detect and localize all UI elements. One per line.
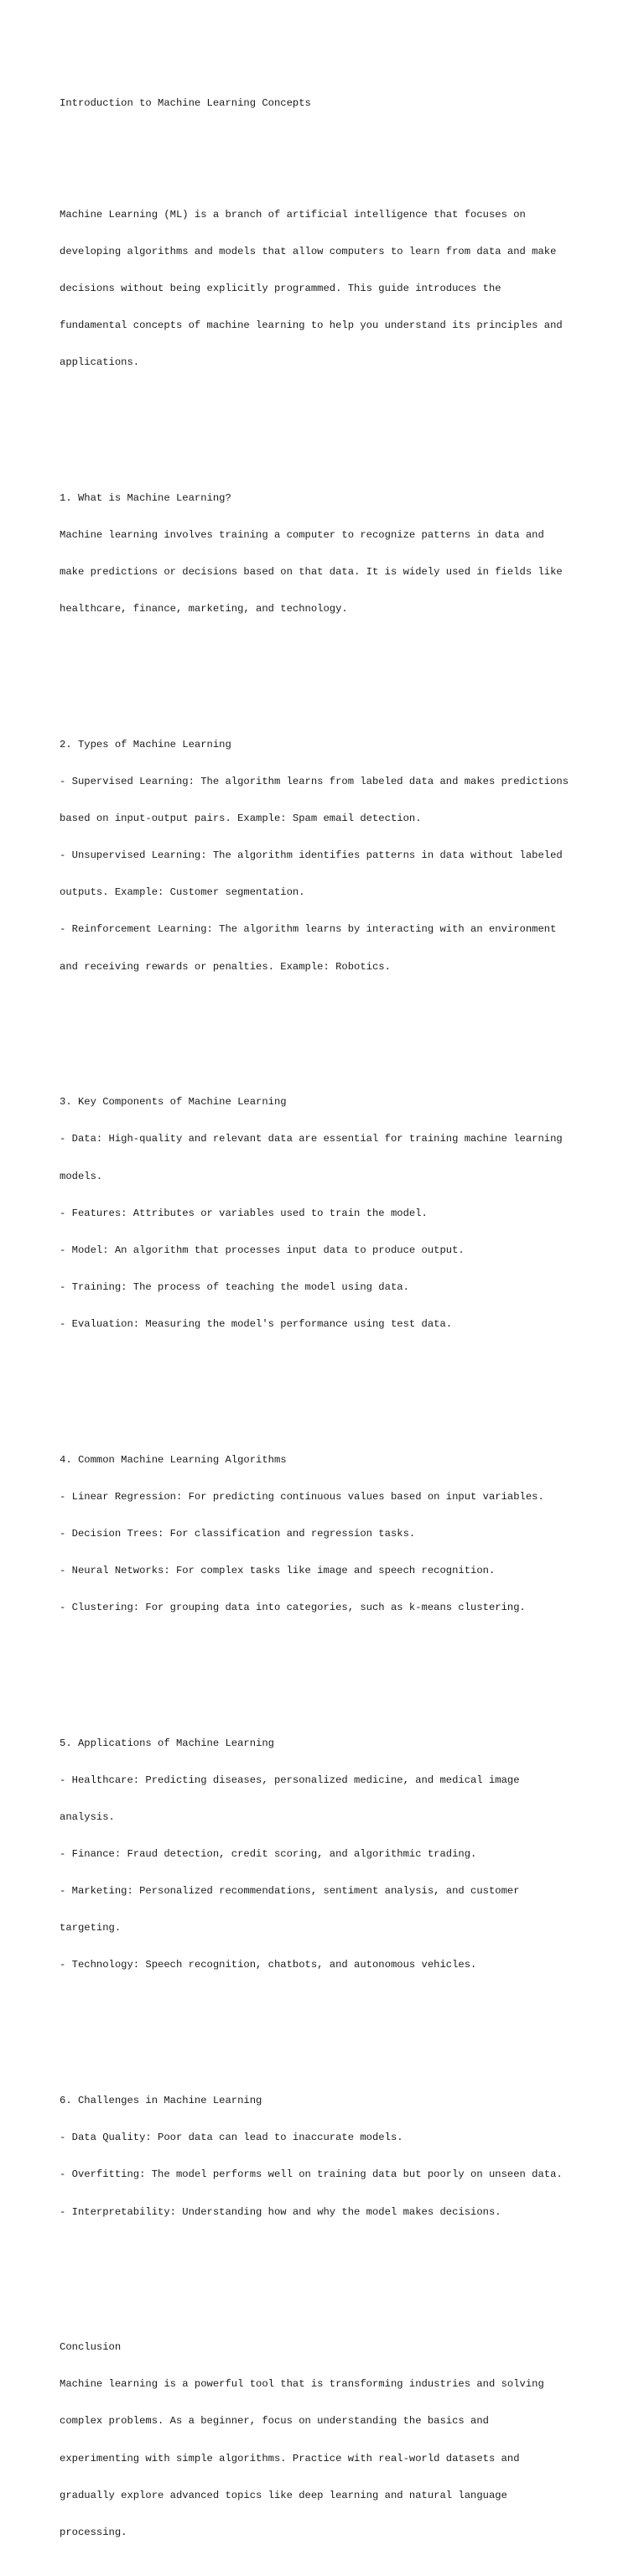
text-line: Machine learning involves training a computer to recognize patterns in data and [60, 528, 544, 541]
text-line: decisions without being explicitly programmed. This guide introduces the [60, 282, 501, 294]
section-heading: Conclusion [60, 2341, 122, 2354]
text-line: - Neural Networks: For complex tasks like image and speech recognition. [60, 1565, 496, 1576]
section-heading: 5. Applications of Machine Learning [60, 1737, 274, 1749]
section-what-is-ml [60, 467, 613, 640]
text-line: models. [60, 1170, 103, 1182]
text-line: - Marketing: Personalized recommendations, sentiment analysis, and customer [60, 1885, 520, 1898]
blank-line [60, 665, 613, 678]
section-applications [60, 1712, 613, 1996]
section-key-components [60, 1072, 613, 1355]
text-line: healthcare, finance, marketing, and technology. [60, 603, 348, 615]
intro-paragraph [60, 184, 613, 393]
section-challenges [60, 2070, 613, 2243]
text-line: experimenting with simple algorithms. Practice with real-world datasets and [60, 2452, 520, 2464]
section-heading: 4. Common Machine Learning Algorithms [60, 1453, 287, 1466]
section-algorithms [60, 1429, 613, 1639]
text-line: applications. [60, 356, 140, 369]
text-line: and receiving rewards or penalties. Example: Robotics. [60, 960, 391, 973]
text-line: developing algorithms and models that allow computers to learn from data and make [60, 245, 557, 257]
section-heading: 1. What is Machine Learning? [60, 491, 231, 504]
blank-line [60, 135, 613, 148]
text-line: - Model: An algorithm that processes input data to produce output. [60, 1244, 465, 1256]
text-line: - Technology: Speech recognition, chatbots, and autonomous vehicles. [60, 1959, 477, 1971]
text-line: - Healthcare: Predicting diseases, personalized medicine, and medical image [60, 1774, 520, 1786]
blank-line [60, 2267, 613, 2280]
text-line: - Linear Regression: For predicting continuous values based on input variables. [60, 1490, 544, 1503]
text-line: - Data: High-quality and relevant data are essential for training machine learning [60, 1133, 563, 1145]
blank-line [60, 1022, 613, 1035]
text-line: - Decision Trees: For classification and regression tasks. [60, 1527, 416, 1540]
text-line: - Unsupervised Learning: The algorithm identifies patterns in data without labeled [60, 849, 563, 862]
section-heading: 3. Key Components of Machine Learning [60, 1096, 287, 1109]
text-line: - Data Quality: Poor data can lead to inaccurate models. [60, 2132, 403, 2144]
section-heading: 6. Challenges in Machine Learning [60, 2095, 262, 2107]
blank-line [60, 2021, 613, 2033]
blank-line [60, 1664, 613, 1676]
text-line: Machine Learning (ML) is a branch of artificial intelligence that focuses on [60, 208, 526, 221]
text-line: fundamental concepts of machine learning to help you understand its principles and [60, 319, 563, 332]
document-body [60, 73, 613, 2576]
blank-line [60, 1379, 613, 1392]
text-line: outputs. Example: Customer segmentation. [60, 886, 305, 899]
text-line: complex problems. As a beginner, focus on understanding the basics and [60, 2415, 489, 2428]
text-line: - Clustering: For grouping data into categories, such as k-means clustering. [60, 1602, 526, 1614]
text-line: - Features: Attributes or variables used to train the model. [60, 1207, 428, 1219]
text-line: - Interpretability: Understanding how and why the model makes decisions. [60, 2205, 501, 2218]
text-line: - Evaluation: Measuring the model's performance using test data. [60, 1317, 453, 1330]
document-title: Introduction to Machine Learning Concepts [60, 97, 311, 110]
section-types [60, 714, 613, 998]
text-line: - Finance: Fraud detection, credit scoring, and algorithmic trading. [60, 1848, 477, 1861]
section-conclusion [60, 2317, 613, 2563]
text-line: Machine learning is a powerful tool that is transforming industries and solving [60, 2378, 544, 2391]
text-line: make predictions or decisions based on that data. It is widely used in fields like [60, 566, 563, 579]
text-line: targeting. [60, 1922, 122, 1935]
text-line: gradually explore advanced topics like deep learning and natural language [60, 2489, 507, 2501]
text-line: - Supervised Learning: The algorithm learns from labeled data and makes predictions [60, 776, 569, 788]
blank-line [60, 418, 613, 431]
text-line: based on input-output pairs. Example: Spam email detection. [60, 813, 422, 825]
text-line: - Overfitting: The model performs well on training data but poorly on unseen data. [60, 2168, 563, 2181]
text-line: - Training: The process of teaching the model using data. [60, 1280, 409, 1293]
text-line: - Reinforcement Learning: The algorithm learns by interacting with an environment [60, 923, 557, 936]
text-line: processing. [60, 2526, 127, 2538]
section-heading: 2. Types of Machine Learning [60, 738, 231, 750]
text-line: analysis. [60, 1811, 115, 1824]
